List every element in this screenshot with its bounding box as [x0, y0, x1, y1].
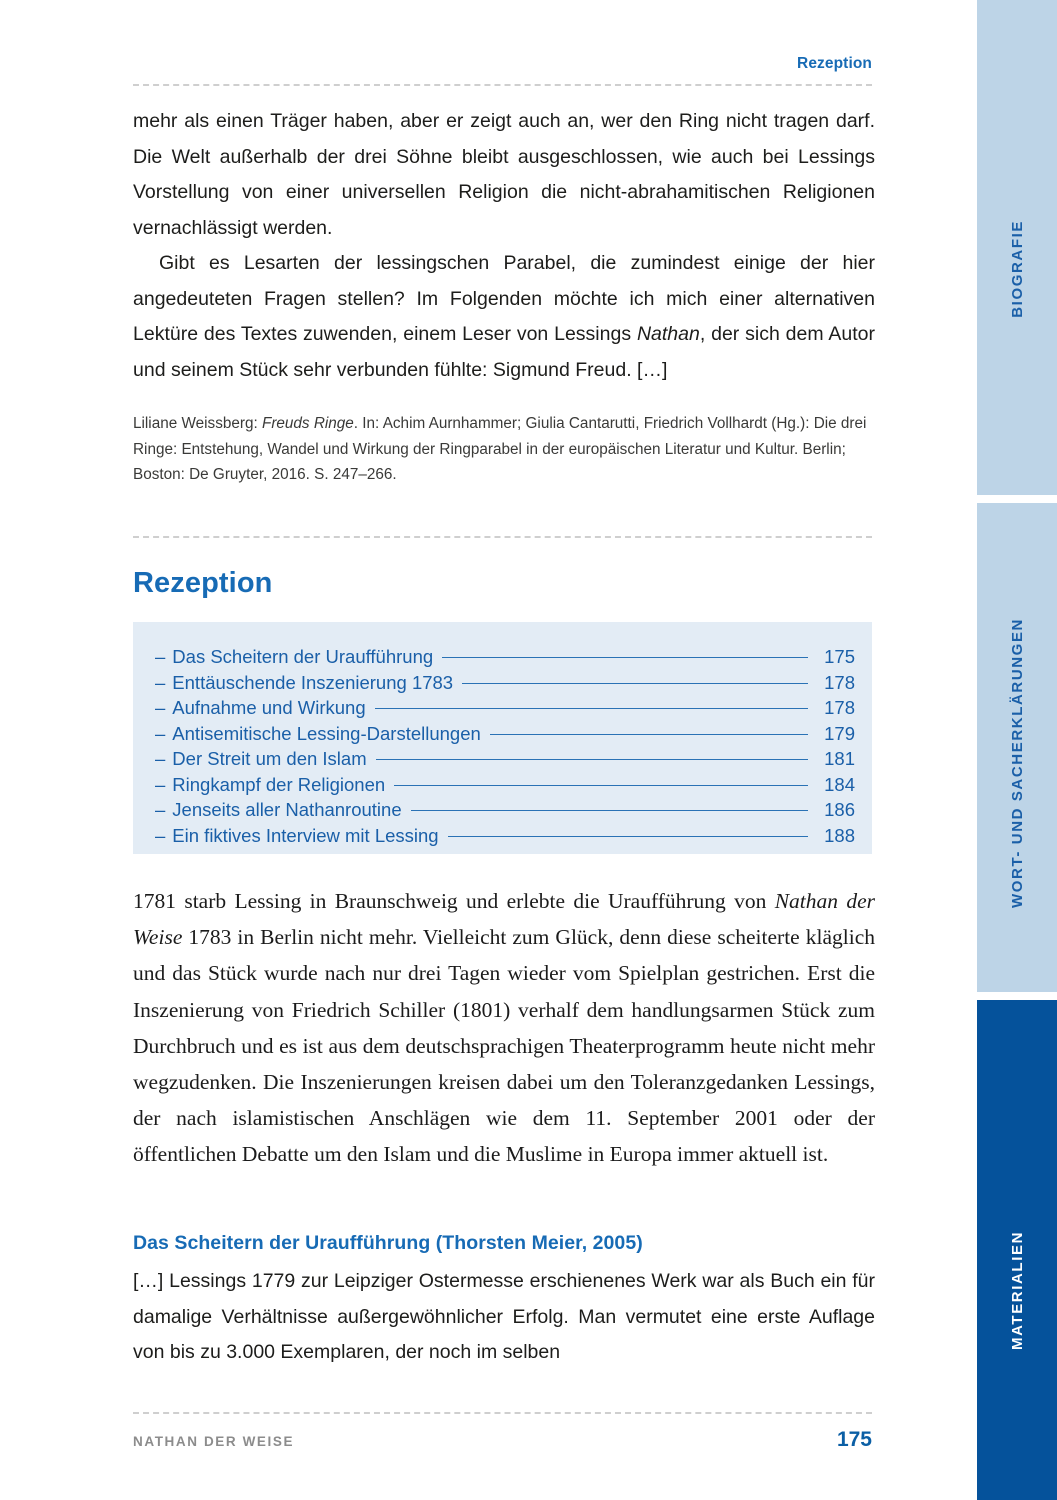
toc-item-page: 184: [824, 773, 855, 795]
toc-item-page: 178: [824, 671, 855, 693]
side-tab-rail: [970, 0, 1057, 1500]
quote-paragraph-2-part-2: , der sich dem Autor und seinem Stück sehr verbunden fühlte: Sigmund Freud. […]: [133, 323, 875, 381]
toc-item[interactable]: [155, 670, 855, 696]
citation-work-title: Freuds Ringe: [261, 415, 354, 432]
main-body-text: [133, 883, 875, 1173]
toc-bullet-dash: –: [155, 824, 166, 846]
toc-leader-line: [375, 708, 808, 709]
toc-item[interactable]: [155, 746, 855, 772]
toc-item-page: 188: [824, 824, 855, 846]
toc-item[interactable]: [155, 695, 855, 721]
main-body-work-title: Nathan der Weise: [133, 889, 875, 950]
toc-item-label: Der Streit um den Islam: [172, 748, 367, 769]
main-body-part-1: 1781 starb Lessing in Braunschweig und erlebte die Uraufführung von: [133, 889, 775, 913]
side-tab-wort-und-sacherklaerungen-label: WORT- UND SACHERKLÄRUNGEN: [1008, 617, 1026, 908]
toc-item-page: 186: [824, 799, 855, 820]
toc-item[interactable]: [155, 644, 855, 670]
toc-bullet-dash: –: [155, 671, 166, 693]
side-tab-materialien[interactable]: [977, 1000, 1057, 1500]
side-tab-wort-und-sacherklaerungen[interactable]: [977, 503, 1057, 992]
quote-block: [133, 104, 875, 388]
toc-item-label: Antisemitische Lessing-Darstellungen: [172, 722, 481, 744]
subsection-body-text: [133, 1264, 875, 1371]
toc-leader-line: [490, 734, 808, 735]
toc-item-label: Ringkampf der Religionen: [172, 773, 386, 795]
toc-bullet-dash: –: [155, 748, 166, 769]
toc-bullet-dash: –: [155, 722, 166, 744]
toc-item-page: 178: [824, 697, 855, 718]
side-tab-biografie-label: BIOGRAFIE: [1008, 219, 1026, 318]
footer-book-title: NATHAN DER WEISE: [133, 1434, 295, 1449]
toc-leader-line: [462, 683, 808, 684]
side-tab-biografie[interactable]: [977, 0, 1057, 495]
quote-paragraph-2: [133, 246, 875, 388]
toc-item[interactable]: [155, 721, 855, 747]
toc-bullet-dash: –: [155, 799, 166, 820]
table-of-contents-box: [133, 622, 872, 854]
toc-leader-line: [376, 759, 808, 760]
toc-item[interactable]: [155, 772, 855, 798]
toc-item-label: Aufnahme und Wirkung: [172, 697, 366, 718]
main-body-paragraph: [133, 883, 875, 1173]
toc-item-label: Das Scheitern der Uraufführung: [172, 646, 434, 667]
footer-page-number: 175: [836, 1428, 872, 1451]
toc-leader-line: [448, 836, 808, 837]
header-divider: [133, 84, 872, 86]
page-footer: [133, 1428, 872, 1452]
toc-item-page: 179: [824, 722, 855, 744]
footer-divider: [133, 1412, 872, 1414]
main-body-part-2: 1783 in Berlin nicht mehr. Vielleicht zum Glück, denn diese scheiterte kläglich und das Stück wurde nach nur drei Tagen wieder vom Spielplan gestrichen. Erst die Inszenierung von Friedrich Schiller (1801) verhalf dem handlungsarmen Stück zum Durchbruch und es ist aus dem deutschsprachigen Theaterprogramm heute nicht mehr wegzudenken. Die Inszenierungen kreisen dabei um den Toleranzgedanken Lessings, der nach islamistischen Anschlägen wie dem 11. September 2001 oder der öffentlichen Debatte um den Islam und die Muslime in Europa immer aktuell ist.: [133, 925, 875, 1167]
toc-item-label: Ein fiktives Interview mit Lessing: [172, 824, 439, 846]
quote-paragraph-1: mehr als einen Träger haben, aber er zeigt auch an, wer den Ring nicht tragen darf. Die Welt außerhalb der drei Söhne bleibt ausgeschlossen, wie auch bei Lessings Vorstellung von einer universellen Religion die nicht-abrahamitischen Religionen vernachlässigt werden.: [133, 110, 875, 239]
toc-leader-line: [442, 657, 808, 658]
citation-details: . In: Achim Aurnhammer; Giulia Cantarutti, Friedrich Vollhardt (Hg.): Die drei Ringe: Entstehung, Wandel und Wirkung der Ringparabel in der europäischen Literatur und Kultur. Berlin; Boston: De Gruyter, 2016. S. 247–266.: [133, 415, 867, 483]
toc-leader-line: [394, 785, 808, 786]
subsection-paragraph: […] Lessings 1779 zur Leipziger Ostermesse erschienenes Werk war als Buch ein für damalige Verhältnisse außergewöhnlicher Erfolg. Man vermutet eine erste Auflage von bis zu 3.000 Exemplaren, der noch im selben: [133, 1270, 875, 1363]
running-head: Rezeption: [797, 55, 872, 72]
section-divider: [133, 536, 872, 538]
toc-bullet-dash: –: [155, 773, 166, 795]
source-citation: [133, 411, 875, 488]
toc-item-label: Enttäuschende Inszenierung 1783: [172, 671, 454, 693]
toc-item-page: 175: [824, 646, 855, 667]
side-tab-materialien-label: MATERIALIEN: [1008, 1230, 1026, 1350]
toc-bullet-dash: –: [155, 646, 166, 667]
toc-item-page: 181: [824, 748, 855, 769]
quote-work-title-nathan: Nathan: [636, 323, 700, 345]
subsection-heading: Das Scheitern der Uraufführung (Thorsten Meier, 2005): [133, 1232, 643, 1254]
page-title: Rezeption: [133, 567, 273, 599]
toc-item-label: Jenseits aller Nathanroutine: [172, 799, 402, 820]
toc-bullet-dash: –: [155, 697, 166, 718]
citation-author: Liliane Weissberg:: [133, 415, 262, 432]
toc-leader-line: [411, 810, 808, 811]
toc-item[interactable]: [155, 797, 855, 823]
toc-item[interactable]: [155, 823, 855, 849]
quote-paragraph-2-part-1: Gibt es Lesarten der lessingschen Parabel, die zumindest einige der hier angedeuteten Fragen stellen? Im Folgenden möchte ich mich einer alternativen Lektüre des Textes zuwenden, einem Leser von Lessings: [133, 252, 875, 345]
